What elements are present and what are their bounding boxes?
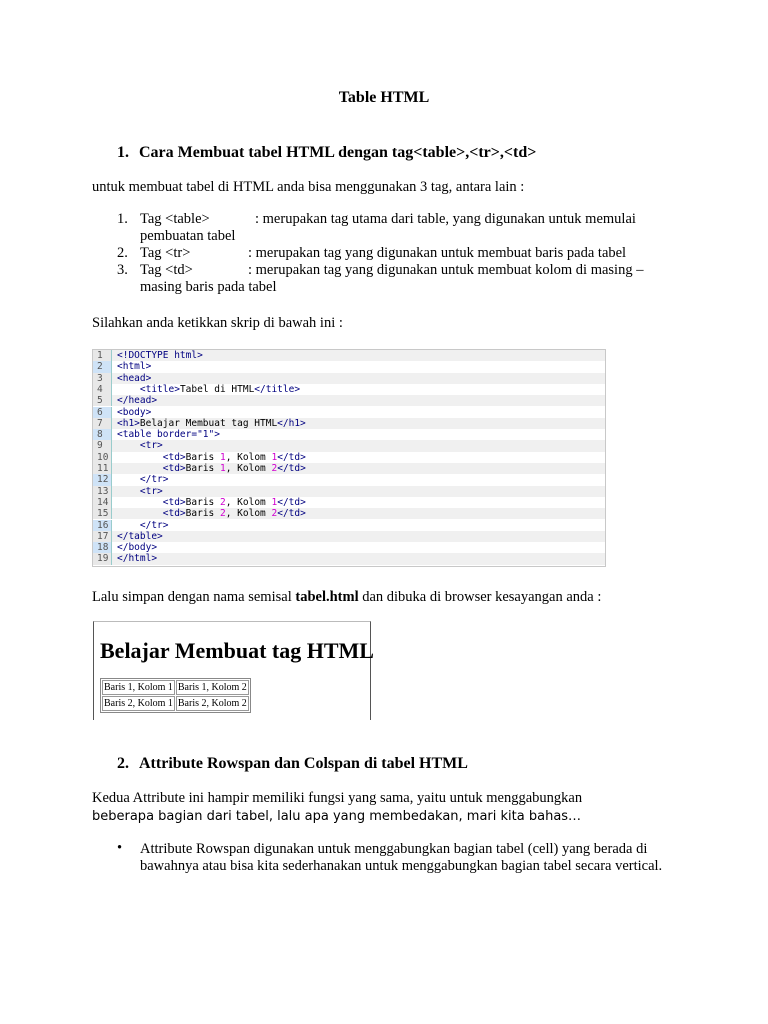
save-prefix: Lalu simpan dengan nama semisal (92, 589, 296, 605)
line-number: 15 (93, 508, 112, 519)
list-cont: pembuatan tabel (140, 228, 236, 244)
save-instruction (92, 589, 601, 606)
section-2-number: 2. (117, 755, 129, 772)
save-suffix: dan dibuka di browser kesayangan anda : (358, 589, 602, 605)
instruction-text: Silahkan anda ketikkan skrip di bawah ini : (92, 315, 343, 331)
section-1-title: Cara Membuat tabel HTML dengan tag<table>,<tr>,<td> (139, 144, 537, 161)
list-number: 1. (117, 211, 128, 227)
line-number: 8 (93, 429, 112, 440)
table-cell: Baris 1, Kolom 1 (104, 682, 173, 693)
line-number: 10 (93, 452, 112, 463)
line-number: 19 (93, 553, 112, 564)
section-2-intro-line-1: Kedua Attribute ini hampir memiliki fungsi yang sama, yaitu untuk menggabungkan (92, 790, 583, 806)
code-text: </head> (117, 395, 158, 407)
code-text: </tr> (139, 519, 169, 531)
line-number: 2 (93, 361, 112, 372)
line-number: 6 (93, 407, 112, 418)
line-number: 12 (93, 474, 112, 485)
code-text: </table> (117, 530, 163, 542)
code-line (93, 429, 605, 440)
section-2-intro-line-2: beberapa bagian dari tabel, lalu apa yang membedakan, mari kita bahas… (92, 809, 582, 824)
list-number: 3. (117, 262, 128, 278)
table-row (102, 680, 249, 695)
code-text: </html> (117, 553, 158, 565)
line-number: 1 (93, 350, 112, 361)
section-1-number: 1. (117, 144, 129, 161)
line-number: 5 (93, 395, 112, 406)
code-line (93, 474, 605, 485)
bullet-text: Attribute Rowspan digunakan untuk menggabungkan bagian tabel (cell) yang berada di bawahnya atau bisa kita sederhanakan untuk menggabungkan bagian tabel secara vertical. (140, 841, 663, 874)
code-line (93, 463, 605, 474)
code-text: <title>Tabel di HTML</title> (139, 383, 301, 395)
code-text: <html> (117, 361, 152, 373)
preview-heading: Belajar Membuat tag HTML (100, 638, 374, 663)
list-desc: : merupakan tag utama dari table, yang digunakan untuk memulai (255, 211, 636, 227)
code-text: <h1>Belajar Membuat tag HTML</h1> (117, 417, 306, 429)
preview-table (100, 678, 251, 713)
browser-preview (93, 621, 374, 720)
code-text: <table border="1"> (117, 429, 220, 441)
code-line (93, 553, 605, 564)
code-text: <body> (117, 406, 152, 418)
save-filename: tabel.html (295, 589, 359, 605)
line-number: 9 (93, 440, 112, 451)
line-number: 3 (93, 373, 112, 384)
line-number: 14 (93, 497, 112, 508)
list-tag: Tag <td> (140, 262, 193, 278)
code-line (93, 384, 605, 395)
table-row (102, 696, 249, 711)
line-number: 16 (93, 520, 112, 531)
code-listing (92, 349, 606, 567)
code-line (93, 497, 605, 508)
code-text: <tr> (139, 485, 163, 497)
list-tag: Tag <tr> (140, 245, 191, 261)
code-text: <td>Baris 1, Kolom 1</td> (162, 451, 306, 463)
code-line (93, 531, 605, 542)
list-desc: : merupakan tag yang digunakan untuk membuat kolom di masing – (248, 262, 644, 278)
line-number: 13 (93, 486, 112, 497)
code-text: <td>Baris 2, Kolom 1</td> (162, 496, 306, 508)
section-1-intro: untuk membuat tabel di HTML anda bisa menggunakan 3 tag, antara lain : (92, 179, 525, 195)
line-number: 18 (93, 542, 112, 553)
code-line (93, 407, 605, 418)
code-line (93, 542, 605, 553)
code-text: <head> (117, 372, 152, 384)
code-line (93, 486, 605, 497)
code-line (93, 350, 605, 361)
page-title: Table HTML (338, 89, 430, 106)
section-2-title: Attribute Rowspan dan Colspan di tabel HTML (139, 755, 468, 772)
code-line (93, 395, 605, 406)
code-text: </tr> (139, 474, 169, 486)
code-line (93, 520, 605, 531)
table-cell: Baris 2, Kolom 2 (177, 698, 247, 709)
code-line (93, 508, 605, 519)
line-number: 11 (93, 463, 112, 474)
line-number: 7 (93, 418, 112, 429)
code-text: <td>Baris 2, Kolom 2</td> (162, 508, 306, 520)
code-text: </body> (117, 542, 158, 554)
code-line (93, 452, 605, 463)
table-cell: Baris 1, Kolom 2 (177, 682, 247, 693)
list-tag: Tag <table> (140, 211, 210, 227)
code-text: <tr> (139, 440, 163, 452)
line-number: 4 (93, 384, 112, 395)
list-number: 2. (117, 245, 128, 261)
table-cell: Baris 2, Kolom 1 (104, 698, 173, 709)
code-line (93, 373, 605, 384)
code-text: <!DOCTYPE html> (117, 350, 203, 361)
list-desc: : merupakan tag yang digunakan untuk membuat baris pada tabel (248, 245, 627, 261)
code-line (93, 418, 605, 429)
code-text: <td>Baris 1, Kolom 2</td> (162, 463, 306, 474)
code-line (93, 361, 605, 372)
bullet-icon: • (117, 840, 123, 856)
line-number: 17 (93, 531, 112, 542)
code-line (93, 440, 605, 451)
list-cont: masing baris pada tabel (140, 279, 277, 295)
